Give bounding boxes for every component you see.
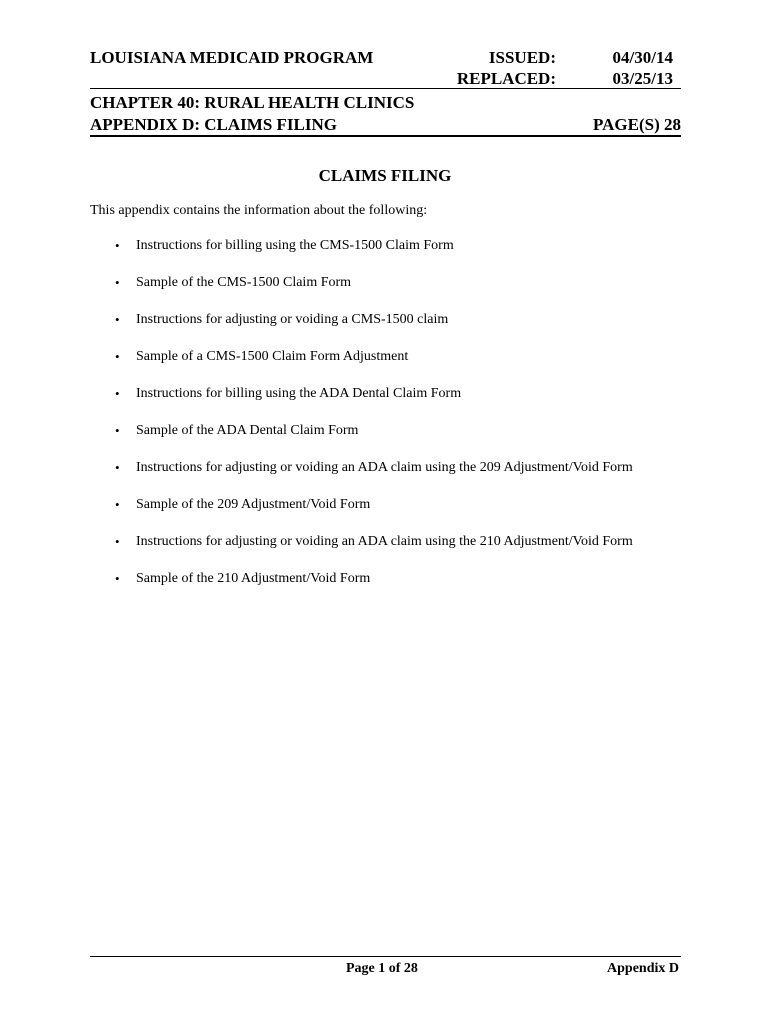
intro-paragraph: This appendix contains the information about the following: [90, 203, 428, 218]
bullet-icon: • [115, 423, 120, 438]
chapter-title: CHAPTER 40: RURAL HEALTH CLINICS [90, 93, 415, 112]
bullet-icon: • [115, 534, 120, 549]
bullet-icon: • [115, 571, 120, 586]
list-item-text: Instructions for billing using the CMS-1500 Claim Form [136, 238, 454, 253]
issued-label: ISSUED: [488, 48, 556, 67]
header-rule-bottom [90, 135, 681, 137]
list-item-text: Instructions for adjusting or voiding an ADA claim using the 209 Adjustment/Void Form [136, 460, 633, 475]
list-item-text: Sample of the 209 Adjustment/Void Form [136, 497, 371, 512]
list-item-text: Sample of the CMS-1500 Claim Form [136, 275, 352, 290]
program-name: LOUISIANA MEDICAID PROGRAM [90, 48, 374, 67]
header-rule-top [90, 88, 681, 89]
footer-rule [90, 956, 681, 957]
bullet-icon: • [115, 275, 120, 290]
footer-section: Appendix D [607, 961, 679, 976]
replaced-date: 03/25/13 [612, 69, 673, 88]
list-item-text: Sample of the 210 Adjustment/Void Form [136, 571, 371, 586]
bullet-icon: • [115, 312, 120, 327]
footer-page-number: Page 1 of 28 [346, 961, 418, 976]
replaced-label: REPLACED: [456, 69, 556, 88]
bullet-icon: • [115, 460, 120, 475]
bullet-icon: • [115, 238, 120, 253]
list-item-text: Instructions for adjusting or voiding an ADA claim using the 210 Adjustment/Void Form [136, 534, 633, 549]
bullet-icon: • [115, 386, 120, 401]
list-item-text: Instructions for billing using the ADA Dental Claim Form [136, 386, 462, 401]
appendix-title: APPENDIX D: CLAIMS FILING [90, 115, 337, 134]
bullet-icon: • [115, 497, 120, 512]
list-item-text: Sample of the ADA Dental Claim Form [136, 423, 359, 438]
list-item-text: Instructions for adjusting or voiding a CMS-1500 claim [136, 312, 449, 327]
bullet-icon: • [115, 349, 120, 364]
document-title: CLAIMS FILING [318, 166, 452, 185]
issued-date: 04/30/14 [612, 48, 673, 67]
list-item-text: Sample of a CMS-1500 Claim Form Adjustment [136, 349, 409, 364]
page-count: PAGE(S) 28 [593, 115, 681, 134]
